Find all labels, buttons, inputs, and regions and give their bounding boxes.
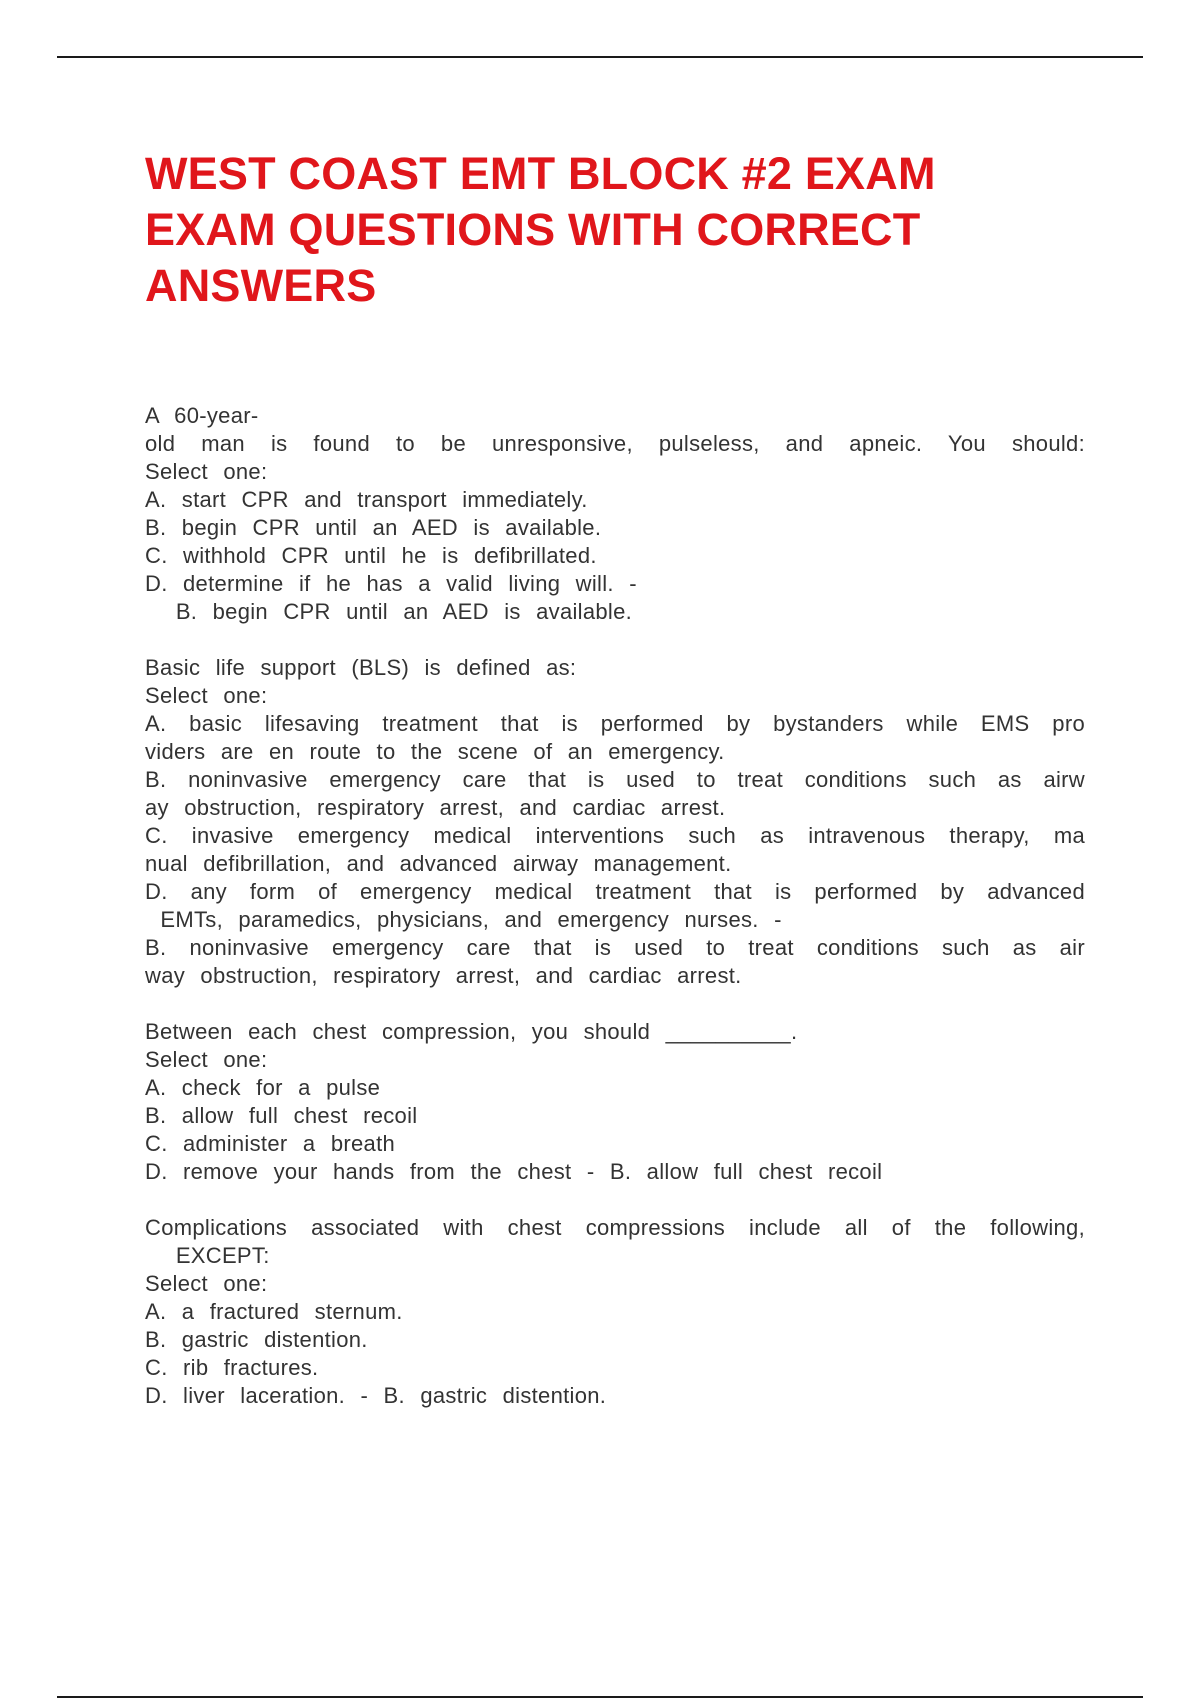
question-line: Between each chest compression, you should __________. <box>145 1019 798 1044</box>
answer-option: C. withhold CPR until he is defibrillated. <box>145 543 597 568</box>
question-line: Select one: <box>145 1047 268 1072</box>
questions-body <box>145 402 1085 1438</box>
answer-option: ay obstruction, respiratory arrest, and cardiac arrest. <box>145 795 726 820</box>
question-line: A 60-year- <box>145 403 259 428</box>
header-rule <box>57 56 1143 58</box>
question-line: EXCEPT: <box>145 1243 270 1268</box>
correct-answer: B. begin CPR until an AED is available. <box>145 599 633 624</box>
answer-option: C. invasive emergency medical interventions such as intravenous therapy, ma <box>145 823 1085 848</box>
title-line: EXAM QUESTIONS WITH CORRECT <box>145 204 921 255</box>
answer-option: B. allow full chest recoil <box>145 1103 418 1128</box>
answer-option: B. gastric distention. <box>145 1327 368 1352</box>
title-line: ANSWERS <box>145 260 377 311</box>
answer-option: viders are en route to the scene of an emergency. <box>145 739 725 764</box>
answer-option: A. check for a pulse <box>145 1075 381 1100</box>
answer-option: EMTs, paramedics, physicians, and emergency nurses. - <box>145 907 782 932</box>
answer-option: D. determine if he has a valid living will. - <box>145 571 637 596</box>
answer-option: A. start CPR and transport immediately. <box>145 487 588 512</box>
answer-option: C. rib fractures. <box>145 1355 319 1380</box>
answer-option: A. basic lifesaving treatment that is performed by bystanders while EMS pro <box>145 711 1085 736</box>
question-line: Select one: <box>145 459 268 484</box>
correct-answer: way obstruction, respiratory arrest, and cardiac arrest. <box>145 963 742 988</box>
question-line: Select one: <box>145 683 268 708</box>
question-line: Basic life support (BLS) is defined as: <box>145 655 577 680</box>
document-title <box>145 146 1045 314</box>
correct-answer: B. noninvasive emergency care that is used to treat conditions such as air <box>145 935 1085 960</box>
answer-option: C. administer a breath <box>145 1131 396 1156</box>
answer-option: B. noninvasive emergency care that is used to treat conditions such as airw <box>145 767 1085 792</box>
title-line: WEST COAST EMT BLOCK #2 EXAM <box>145 148 936 199</box>
question-block <box>145 402 1085 626</box>
correct-answer: D. liver laceration. - B. gastric distention. <box>145 1383 607 1408</box>
footer-rule <box>57 1696 1143 1698</box>
question-block <box>145 654 1085 990</box>
answer-option: nual defibrillation, and advanced airway management. <box>145 851 732 876</box>
answer-option: B. begin CPR until an AED is available. <box>145 515 602 540</box>
question-block <box>145 1018 1085 1186</box>
question-line: Select one: <box>145 1271 268 1296</box>
question-block <box>145 1214 1085 1410</box>
answer-option: D. any form of emergency medical treatment that is performed by advanced <box>145 879 1085 904</box>
correct-answer: D. remove your hands from the chest - B. allow full chest recoil <box>145 1159 883 1184</box>
answer-option: A. a fractured sternum. <box>145 1299 403 1324</box>
question-line: Complications associated with chest compressions include all of the following, <box>145 1215 1085 1240</box>
question-line: old man is found to be unresponsive, pulseless, and apneic. You should: <box>145 431 1085 456</box>
